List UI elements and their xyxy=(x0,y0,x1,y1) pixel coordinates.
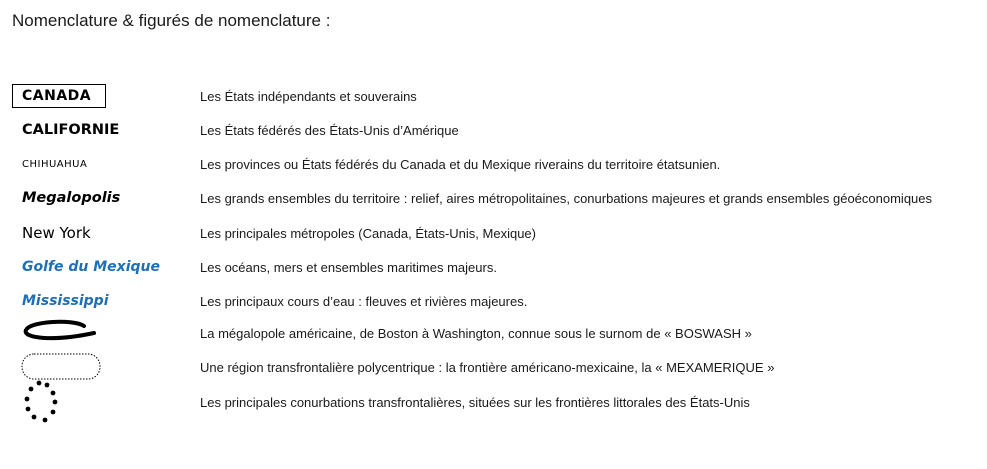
legend-symbol xyxy=(12,318,172,348)
legend-symbol xyxy=(12,352,172,382)
legend-row-boswash xyxy=(0,318,987,348)
legend-symbol xyxy=(12,183,172,213)
legend-row-sovereign-states xyxy=(0,81,987,111)
legend-description: Les États indépendants et souverains xyxy=(200,88,417,104)
thick-arc-icon xyxy=(12,318,102,348)
legend-description: Les océans, mers et ensembles maritimes majeurs. xyxy=(200,259,497,275)
legend-symbol xyxy=(12,149,172,179)
symbol-label-mississippi: Mississippi xyxy=(22,293,109,309)
legend-description: Les provinces ou États fédérés du Canada et du Mexique riverains du territoire étatsunien. xyxy=(200,156,721,172)
dotted-rounded-rect-icon xyxy=(12,352,104,382)
legend-row-rivers xyxy=(0,286,987,316)
symbol-label-chihuahua: CHIHUAHUA xyxy=(22,158,88,170)
legend-symbol xyxy=(12,115,172,145)
legend-row-transborder-conurbations xyxy=(0,387,987,417)
legend-description: Les principales métropoles (Canada, États-Unis, Mexique) xyxy=(200,225,536,241)
legend-symbol xyxy=(12,286,172,316)
legend-description: Les principaux cours d’eau : fleuves et rivières majeures. xyxy=(200,293,528,309)
symbol-label-megalopolis: Megalopolis xyxy=(22,190,121,206)
legend-description: Les grands ensembles du territoire : relief, aires métropolitaines, conurbations majeures et grands ensembles géoéconomiques xyxy=(200,190,933,206)
legend-row-provinces xyxy=(0,149,987,179)
symbol-label-new-york: New York xyxy=(22,224,91,242)
legend-description: Les États fédérés des États-Unis d’Amérique xyxy=(200,122,459,138)
legend-symbol xyxy=(12,252,172,282)
dotted-circle-icon xyxy=(12,380,72,426)
legend-row-metropolises xyxy=(0,218,987,248)
symbol-label-californie: CALIFORNIE xyxy=(22,122,120,138)
legend-symbol xyxy=(12,218,172,248)
legend-description: La mégalopole américaine, de Boston à Washington, connue sous le surnom de « BOSWASH » xyxy=(200,325,752,341)
page-title: Nomenclature & figurés de nomenclature : xyxy=(12,11,331,30)
legend-row-oceans-seas xyxy=(0,252,987,282)
legend-row-large-ensembles xyxy=(0,183,987,213)
symbol-label-canada: CANADA xyxy=(12,84,106,108)
legend-description: Les principales conurbations transfrontalières, situées sur les frontières littorales des États-Unis xyxy=(200,394,750,410)
legend-row-federated-states-us xyxy=(0,115,987,145)
legend-symbol xyxy=(12,380,172,426)
legend-description: Une région transfrontalière polycentrique : la frontière américano-mexicaine, la « MEXAMERIQUE » xyxy=(200,359,775,375)
symbol-label-golfe-du-mexique: Golfe du Mexique xyxy=(22,259,160,275)
legend-symbol xyxy=(12,81,172,111)
legend-row-mexamerique xyxy=(0,352,987,382)
